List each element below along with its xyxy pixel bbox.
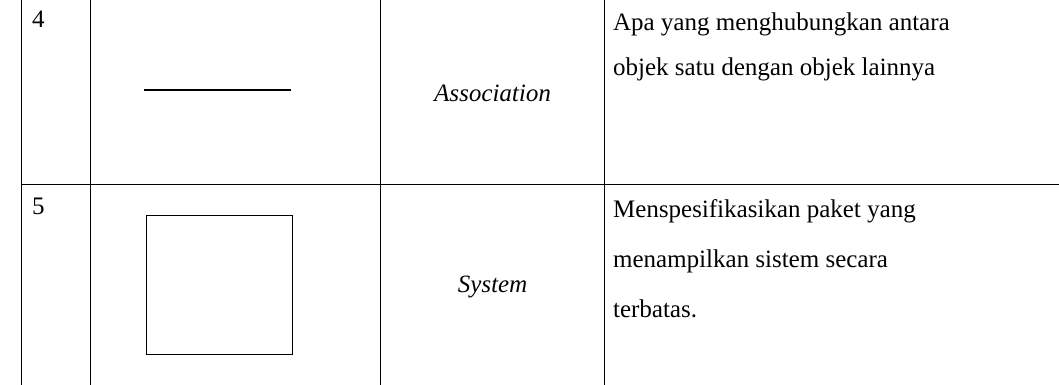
symbol-name-cell: [381, 0, 605, 185]
description-line: menampilkan sistem secara: [613, 235, 1059, 285]
table-row: [22, 0, 1059, 185]
row-number: 4: [32, 6, 45, 33]
row-number-cell: [22, 0, 91, 185]
description-line: objek satu dengan objek lainnya: [613, 45, 1059, 90]
symbol-name: System: [458, 271, 527, 298]
row-number: 5: [32, 193, 45, 220]
symbol-cell: [91, 185, 381, 385]
symbol-name: Association: [434, 80, 551, 107]
symbol-cell: [91, 0, 381, 185]
table-row: [22, 185, 1059, 385]
description-cell: [605, 185, 1059, 385]
system-box-symbol: [146, 215, 293, 355]
symbol-name-cell: [381, 185, 605, 385]
description-cell: [605, 0, 1059, 185]
description-line: terbatas.: [613, 285, 1059, 335]
association-line-symbol: [144, 89, 291, 91]
uml-symbol-table: [21, 0, 1059, 385]
description-line: Menspesifikasikan paket yang: [613, 185, 1059, 235]
description-line: Apa yang menghubungkan antara: [613, 0, 1059, 45]
row-number-cell: [22, 185, 91, 385]
